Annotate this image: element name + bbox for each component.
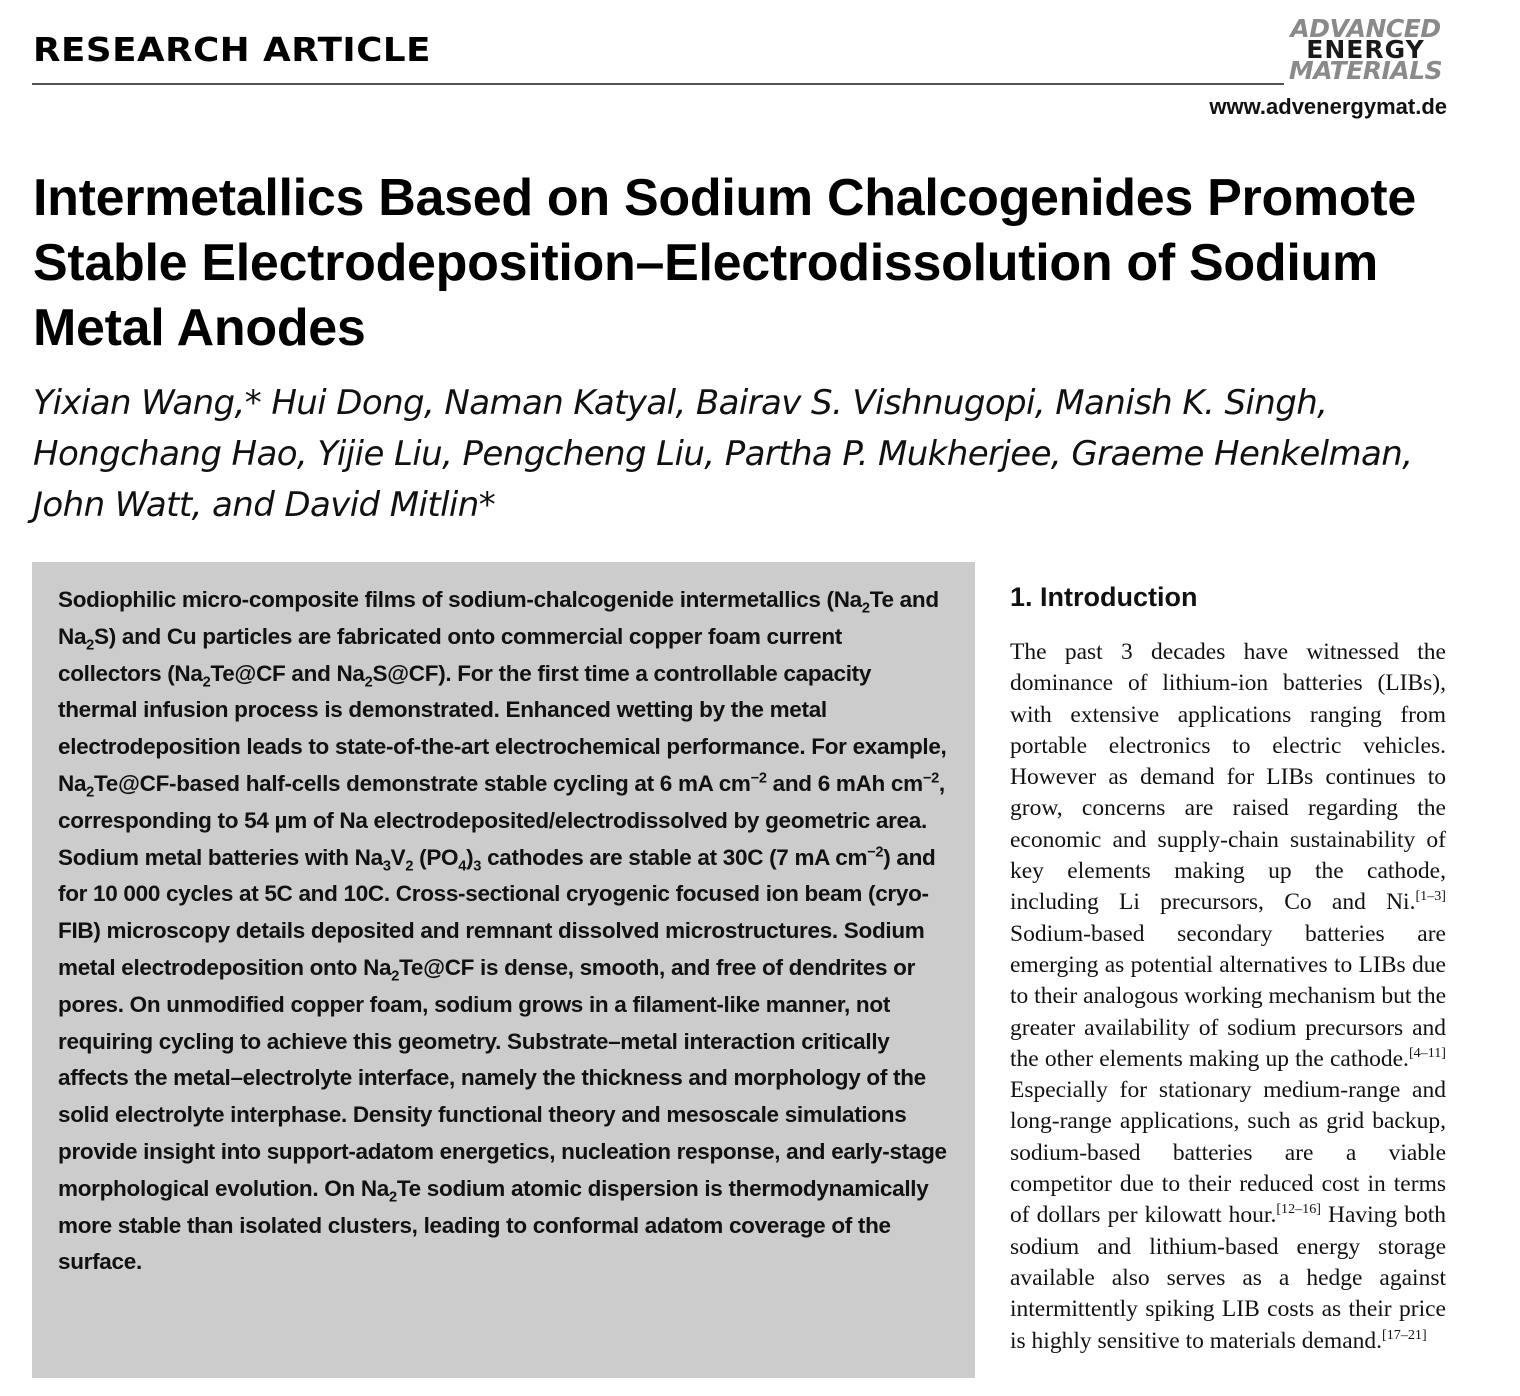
- header-rule: [32, 83, 1284, 85]
- journal-logo: [1283, 14, 1448, 85]
- section-heading-introduction: 1. Introduction: [1010, 582, 1198, 612]
- logo-line-advanced: ADVANCED: [1290, 14, 1441, 43]
- logo-line-energy: ENERGY: [1306, 35, 1425, 64]
- logo-line-materials: MATERIALS: [1288, 56, 1443, 85]
- article-title: Intermetallics Based on Sodium Chalcogenides Promote Stable Electrodeposition–Electrodissolution of Sodium Metal Anodes: [33, 169, 1416, 357]
- article-type-label: RESEARCH ARTICLE: [33, 30, 432, 69]
- abstract-box: [32, 562, 975, 1378]
- journal-url-link[interactable]: www.advenergymat.de: [1209, 94, 1447, 119]
- citation-link[interactable]: [1–3]: [1415, 888, 1446, 905]
- citation-link[interactable]: [17–21]: [1382, 1326, 1427, 1343]
- citation-link[interactable]: [12–16]: [1276, 1201, 1321, 1218]
- author-list: Yixian Wang,* Hui Dong, Naman Katyal, Bairav S. Vishnugopi, Manish K. Singh, Hongchang Hao, Yijie Liu, Pengcheng Liu, Partha P. Mukherjee, Graeme Henkelman, John Watt, and David Mitlin*: [33, 383, 1413, 525]
- abstract-text: Sodiophilic micro-composite films of sodium-chalcogenide intermetallics ($Na_2Te$ and $Na_2S$) and Cu particles are fabricated onto commercial copper foam current collectors ($Na_2Te@CF$ and $Na_2S@CF$). For the first time a controllable capacity thermal infusion process is demonstrated. Enhanced wetting by the metal electrodeposition leads to state-of-the-art electrochemical performance. For example, $Na_2Te@CF$-based half-cells demonstrate stable cycling at 6 mA $cm^{-2}$ and 6 mAh $cm^{-2}$, corresponding to 54 µm of Na electrodeposited/electrodissolved by geometric area. Sodium metal batteries with $Na_3V_2$ $(PO_4)_3$ cathodes are stable at 30C (7 mA $cm^{-2}$) and for 10 000 cycles at 5C and 10C. Cross-sectional cryogenic focused ion beam (cryo-FIB) microscopy details deposited and remnant dissolved microstructures. Sodium metal electrodeposition onto $Na_2Te@CF$ is dense, smooth, and free of dendrites or pores. On unmodified copper foam, sodium grows in a filament-like manner, not requiring cycling to achieve this geometry. Substrate–metal interaction critically affects the metal–electrolyte interface, namely the thickness and morphology of the solid electrolyte interphase. Density functional theory and mesoscale simulations provide insight into support-adatom energetics, nucleation response, and early-stage morphological evolution. On $Na_2Te$ sodium atomic dispersion is thermodynamically more stable than isolated clusters, leading to conformal adatom coverage of the surface.: [58, 587, 947, 1275]
- citation-link[interactable]: [4–11]: [1408, 1045, 1446, 1062]
- introduction-paragraph: The past 3 decades have witnessed the dominance of lithium-ion batteries (LIBs), with extensive applications ranging from portable electronics to electric vehicles. However as demand for LIBs continues to grow, concerns are raised regarding the economic and supply-chain sustainability of key elements making up the cathode, including Li precursors, Co and Ni.[1–3] Sodium-based secondary batteries are emerging as potential alternatives to LIBs due to their analogous working mechanism but the greater availability of sodium precursors and the other elements making up the cathode.[4–11] Especially for stationary medium-range and long-range applications, such as grid backup, sodium-based batteries are a viable competitor due to their reduced cost in terms of dollars per kilowatt hour.[12–16] Having both sodium and lithium-based energy storage available also serves as a hedge against intermittently spiking LIB costs as their price is highly sensitive to materials demand.[17–21]: [1010, 639, 1446, 1354]
